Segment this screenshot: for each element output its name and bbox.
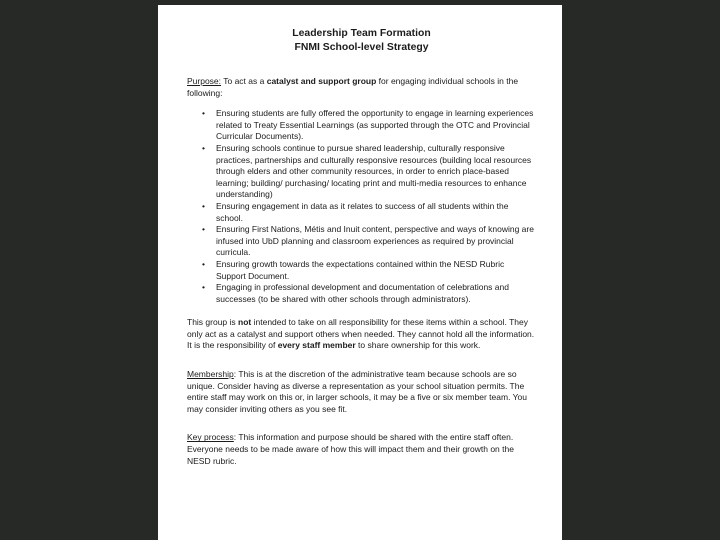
responsibility-text-after: to share ownership for this work. — [355, 340, 481, 351]
membership-text: : This is at the discretion of the administrative team because schools are so unique. Consider having as diverse a representation as your school situation permits. The entire staff may work on this or, in larger schools, it may be a five or six member team. You may consider inviting others as you see fit. — [187, 369, 527, 414]
responsibility-text-before: This group is — [187, 317, 239, 328]
purpose-text-after: for engaging individual schools in the following: — [187, 76, 519, 98]
bullet-item-data-engagement: • Ensuring engagement in data as it relates to success of all students within the school. — [202, 201, 536, 224]
section-spacer — [187, 415, 536, 432]
document-page — [158, 5, 562, 540]
responsibility-emphasis-not: not — [238, 317, 252, 328]
bullet-item-rubric-growth: • Ensuring growth towards the expectations contained within the NESD Rubric Support Document. — [202, 259, 536, 282]
responsibility-emphasis-staff: every staff member — [277, 340, 356, 351]
purpose-text-before: To act as a — [221, 76, 267, 86]
bullet-item-fnmi-content: • Ensuring First Nations, Métis and Inuit content, perspective and ways of knowing are infused into UbD planning and classroom experiences as required by provincial curricula. — [202, 224, 536, 259]
key-process-text: : This information and purpose should be shared with the entire staff often. Everyone needs to be made aware of how this will impact them and their growth on the NESD rubric. — [187, 432, 514, 466]
bullet-item-treaty: • Ensuring students are fully offered the opportunity to engage in learning experiences related to Treaty Essential Learnings (as supported through the OTC and Provincial Curricular Documents). — [202, 108, 536, 143]
key-process-label: Key process — [187, 432, 234, 443]
bullet-item-professional-development: • Engaging in professional development and documentation of celebrations and successes (to be shared with other schools through administrators). — [202, 282, 536, 305]
purpose-label: Purpose: — [187, 76, 222, 86]
document-title-line2: FNMI School-level Strategy — [294, 42, 429, 53]
purpose-emphasis: catalyst and support group — [266, 76, 377, 86]
section-spacer — [187, 352, 536, 369]
membership-label: Membership — [187, 369, 234, 380]
key-process-paragraph — [187, 432, 536, 467]
membership-paragraph — [187, 369, 536, 415]
purpose-bullet-list — [187, 108, 536, 305]
purpose-paragraph — [187, 76, 536, 99]
document-title-line1: Leadership Team Formation — [292, 28, 431, 39]
responsibility-paragraph — [187, 317, 536, 352]
bullet-item-shared-leadership: • Ensuring schools continue to pursue shared leadership, culturally responsive practices, partnerships and culturally responsive resources (building local resources through elders and other community resources, in order to enrich place-based learning; building/ purchasing/ locating print and multi-media resources to enhance understanding) — [202, 143, 536, 201]
responsibility-text-middle: intended to take on all responsibility for these items within a school. They only act as a catalyst and support others when needed. They cannot hold all the information. It is the responsibility of — [187, 317, 535, 351]
